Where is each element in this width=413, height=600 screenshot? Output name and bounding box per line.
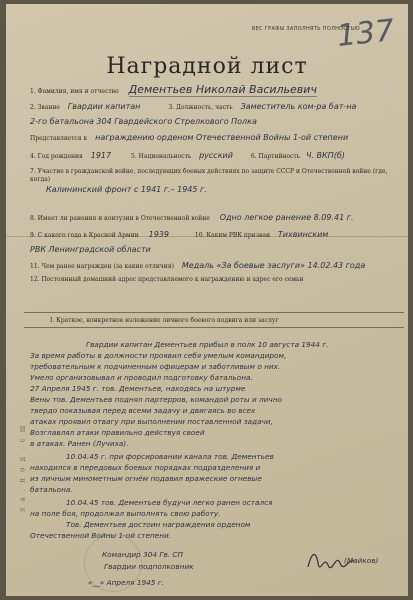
- narrative-line: в атаках. Ранен (Лучиха).: [30, 439, 129, 448]
- narrative-line: Тов. Дементьев достоин награждения орденом: [66, 520, 251, 529]
- fill-all-fields-note: ВЕС ГРАФЫ ЗАПОЛНЯТЬ ПОЛНОСТЬЮ: [251, 26, 360, 32]
- narrative-line: Умело организовывал и проводил подготовку батальона.: [30, 373, 253, 382]
- page-title: Наградной лист: [106, 54, 308, 79]
- field-7-value-row: [46, 186, 207, 195]
- narrative-line: из личным минометным огнём подавил вражеские огневые: [30, 474, 262, 483]
- field-10-label: 10. Каким РВК призван: [194, 232, 270, 239]
- field-3-continued: [30, 118, 257, 127]
- field-2-label: 2. Звание: [30, 104, 60, 111]
- field-3-continued-value: 2-го батальона 304 Гвардейского Стрелкового Полка: [30, 117, 257, 126]
- narrative-line: Вены тов. Дементьев поднял партерров, командой роты и лично: [30, 395, 282, 404]
- narrative-line: Отечественной Войны 1-ой степени.: [30, 531, 172, 540]
- signature-name: (Майков): [344, 556, 379, 565]
- field-3-label: 3. Должность, часть: [168, 104, 233, 111]
- field-1-value: Дементьев Николай Васильевич: [128, 83, 317, 96]
- field-2-3: [30, 103, 356, 112]
- narrative-line: находился в передовых боевых порядках подразделения и: [30, 463, 261, 472]
- field-4-value: 1917: [90, 151, 112, 160]
- section-label: I. Краткое, конкретное изложение личного боевого подвига или заслуг: [50, 317, 279, 324]
- narrative-line: 10.04.45 тов. Дементьев будучи легко ранен остался: [66, 498, 273, 507]
- field-9-label: 9. С какого года в Красной Армии: [30, 232, 139, 239]
- field-1-label: 1. Фамилия, имя и отчество: [30, 88, 119, 95]
- presented-label: Представляется к: [30, 135, 88, 142]
- field-8: [30, 214, 354, 223]
- field-11-label: 11. Чем ранее награжден (за какие отличия): [30, 263, 174, 270]
- narrative-line: За время работы в должности проявил себя умелым командиром,: [30, 351, 287, 360]
- field-5-value: русский: [199, 151, 233, 160]
- narrative-line: Возглавлял атаки правильно действуя своей: [30, 428, 205, 437]
- narrative-line: 27 Апреля 1945 г. тов. Дементьев, находясь на штурме: [30, 384, 246, 393]
- field-4-label: 4. Год рождения: [30, 153, 83, 160]
- field-10-value: Тихвинским: [277, 230, 329, 239]
- narrative-line: батальона.: [30, 485, 73, 494]
- field-9-value: 1939: [148, 230, 169, 239]
- handwritten-signature: [306, 549, 356, 573]
- field-11: [30, 262, 365, 271]
- section-divider: [24, 312, 404, 313]
- field-7-value: Калининский фронт с 1941 г.– 1945 г.: [46, 185, 207, 194]
- field-10-continued: [30, 246, 151, 255]
- field-3-value: Заместитель ком-ра бат-на: [240, 102, 357, 111]
- margin-text: л а . п о д . с ш: [18, 423, 27, 513]
- section-divider-2: [24, 327, 404, 328]
- narrative-line: Гвардии капитан Дементьев прибыл в полк 10 августа 1944 г.: [86, 340, 329, 349]
- field-8-value: Одно легкое ранение 8.09.41 г.: [219, 213, 354, 222]
- field-7-label: 7. Участие в гражданской войне, последующих боевых действиях по защите СССР и Отечественной войне (где, когда): [30, 168, 388, 183]
- presented-value: награждению орденом Отечественной Войны 1-ой степени: [95, 133, 349, 142]
- field-4-5-6: [30, 152, 345, 161]
- field-6-label: 6. Партийность: [250, 153, 301, 160]
- field-11-value: Медаль «За боевые заслуги» 14.02.43 года: [181, 261, 366, 270]
- signature-line-2: Гвардии подполковник: [104, 562, 194, 571]
- signature-date: «__» Апреля 1945 г.: [88, 578, 164, 587]
- narrative-line: атаках проявил отвагу при выполнении поставленной задачи,: [30, 417, 273, 426]
- field-9-10: [30, 231, 328, 240]
- presented-row: [30, 134, 348, 143]
- field-12-label: 12. Постоянный домашний адрес представляемого к награждению и адрес его семьи: [30, 276, 304, 283]
- narrative-line: 10.04.45 г. при форсировании канала тов. Дементьев: [66, 452, 274, 461]
- narrative-line: твердо показывая перед всеми задачу и двигаясь во всех: [30, 406, 256, 415]
- field-10-continued-value: РВК Ленинградской области: [30, 245, 151, 254]
- field-6-value: Ч. ВКП(б): [305, 151, 345, 160]
- narrative-line: требовательным к подчиненным офицерам и заботливым о них.: [30, 362, 281, 371]
- field-1: [30, 83, 317, 96]
- field-2-value: Гвардии капитан: [67, 102, 141, 111]
- field-5-label: 5. Национальность: [131, 153, 192, 160]
- narrative-line: на поле боя, продолжал выполнять свою работу.: [30, 509, 221, 518]
- handwritten-number: 137: [335, 13, 396, 54]
- field-8-label: 8. Имеет ли ранения и контузии в Отечественной войне: [30, 215, 210, 222]
- signature-line-1: Командир 304 Гв. СП: [102, 550, 183, 559]
- award-sheet: [6, 4, 408, 596]
